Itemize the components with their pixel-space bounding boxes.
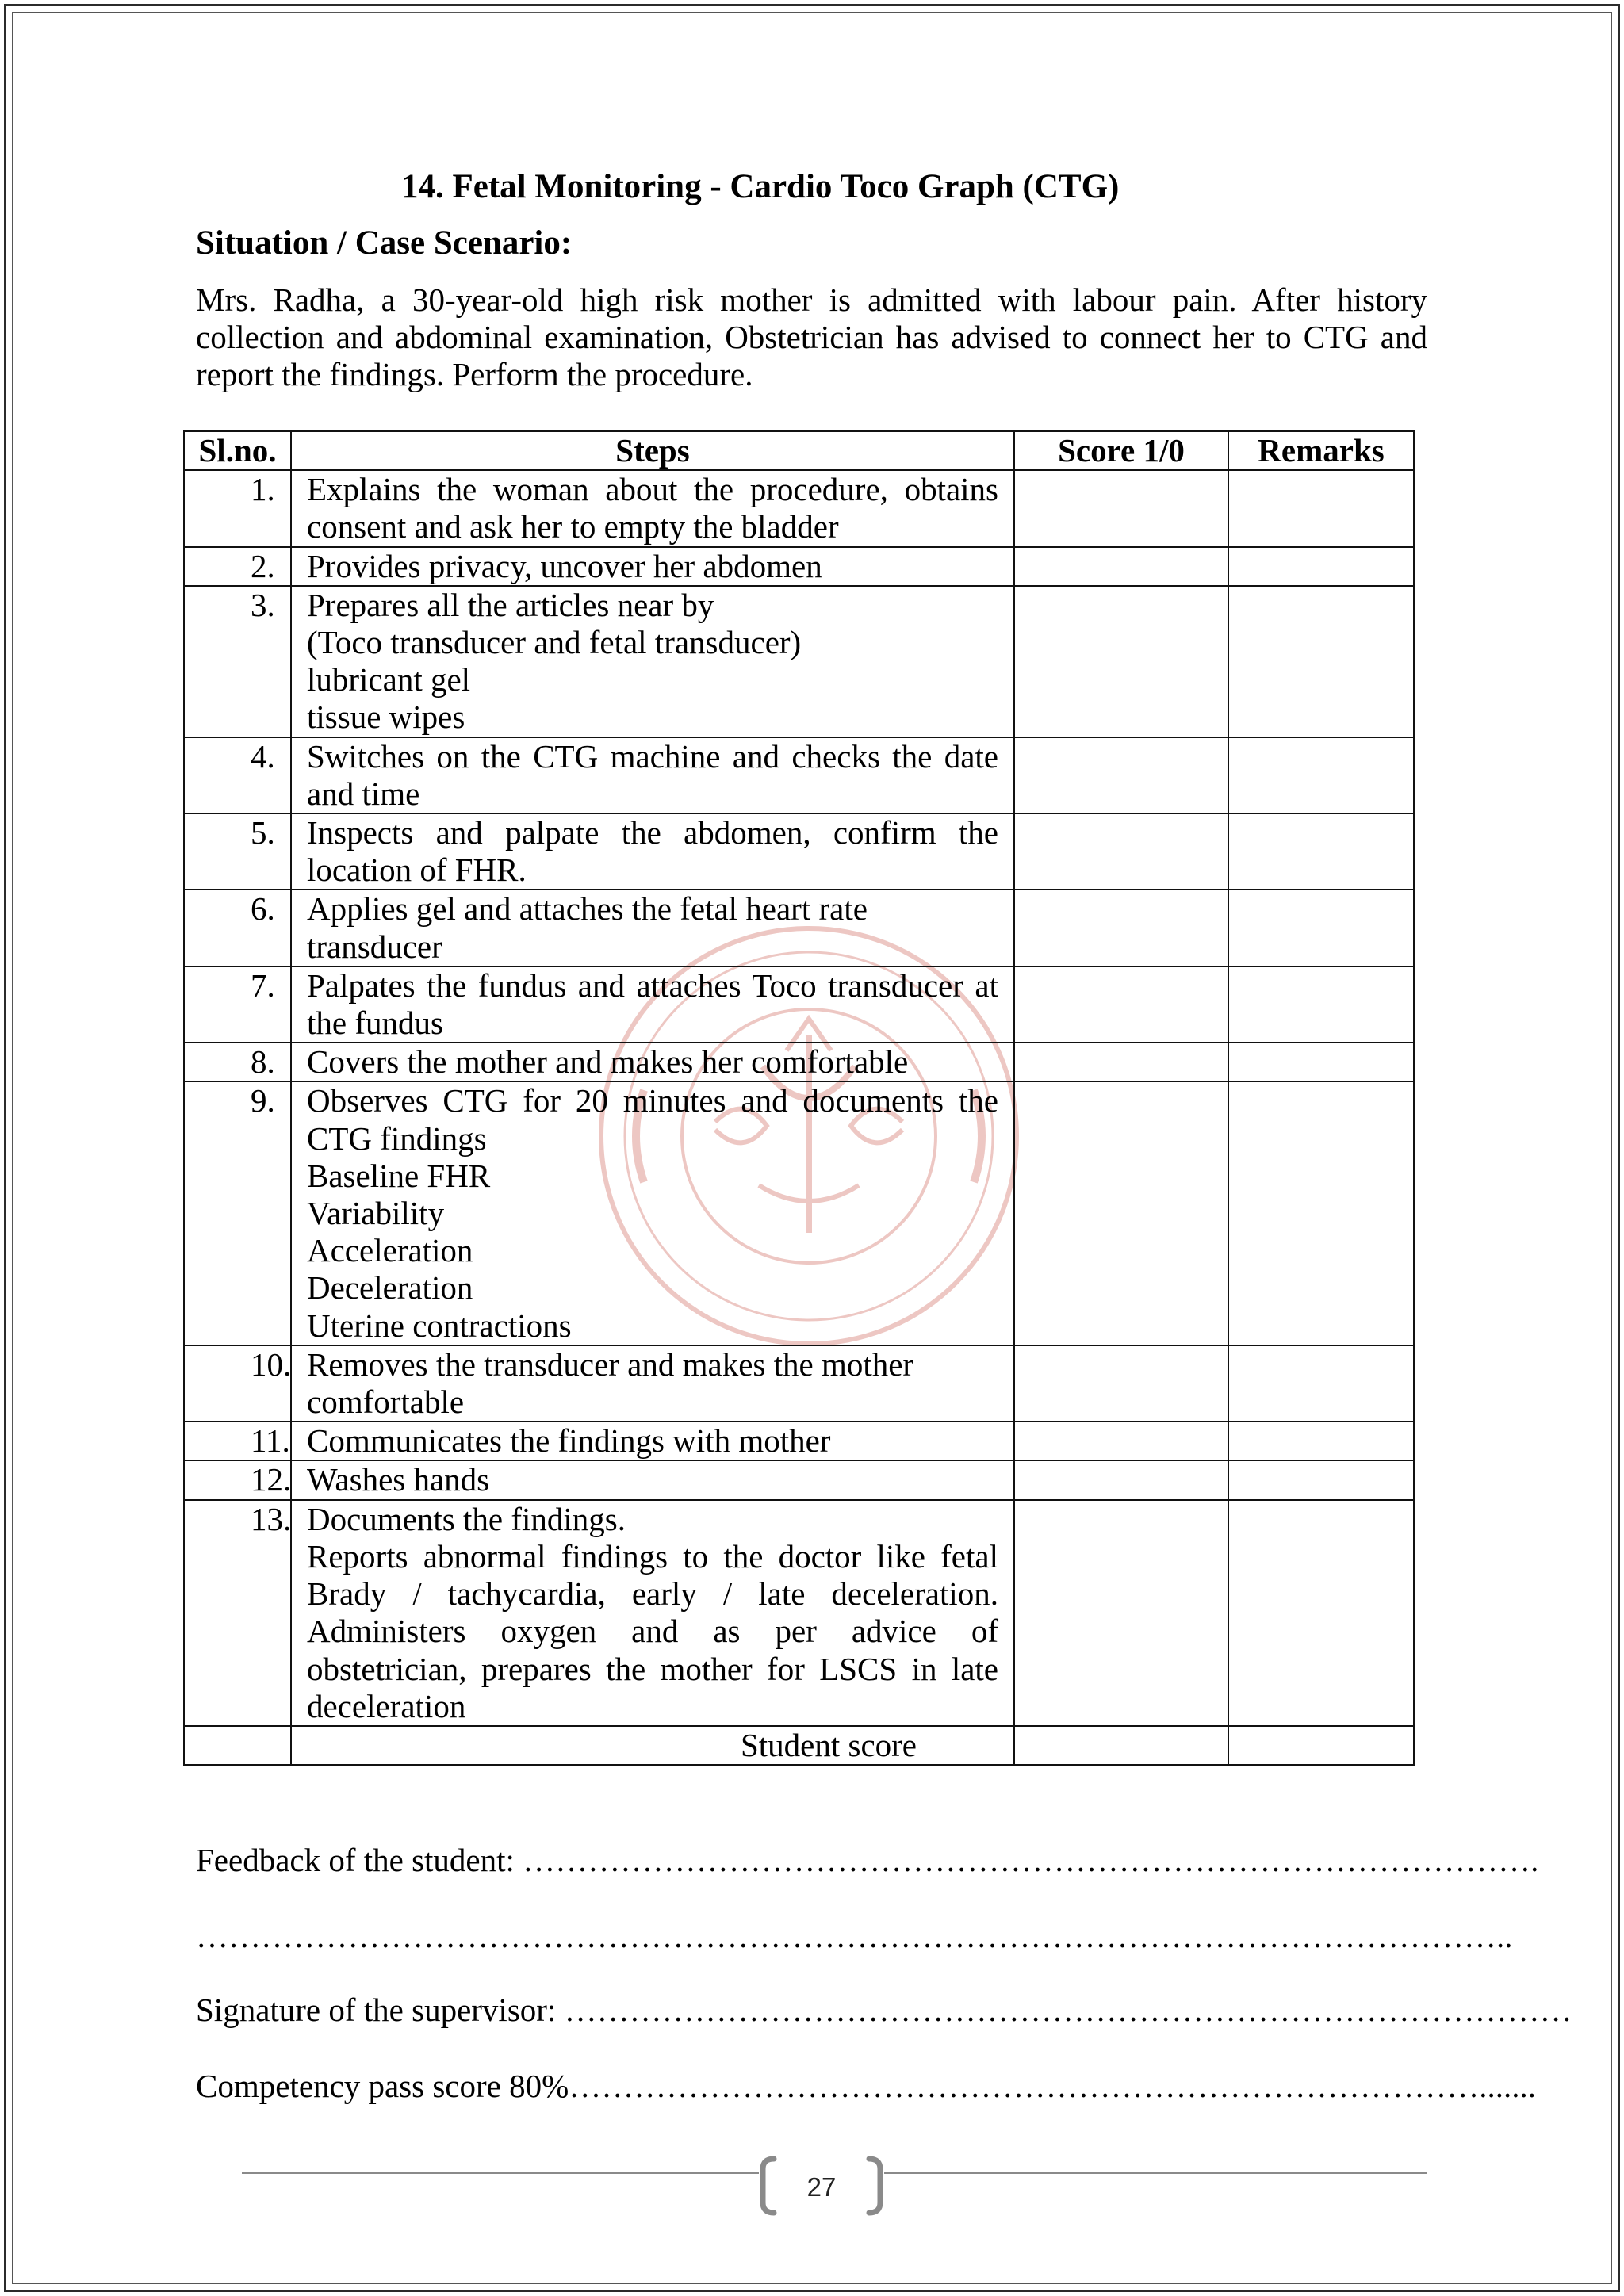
step-line: Baseline FHR — [307, 1157, 491, 1194]
step-number: 1. — [184, 470, 291, 546]
remarks-cell — [1228, 1345, 1414, 1422]
student-score-label: Student score — [291, 1726, 1014, 1765]
step-line: Removes the transducer and makes the mother — [307, 1345, 914, 1383]
step-line: Prepares all the articles near by — [307, 586, 714, 623]
step-text — [291, 737, 1014, 813]
table-row — [184, 586, 1414, 737]
step-text — [291, 1081, 1014, 1345]
table-row — [184, 966, 1414, 1043]
table-row — [184, 890, 1414, 966]
step-line: Washes hands — [307, 1461, 490, 1498]
table-row — [184, 813, 1414, 890]
step-number: 4. — [184, 737, 291, 813]
score-cell — [1014, 470, 1228, 546]
remarks-cell — [1228, 470, 1414, 546]
score-cell — [1014, 586, 1228, 737]
step-line: Documents the findings. — [307, 1500, 626, 1537]
supervisor-signature-line: Signature of the supervisor: ………………………………………………………………………………… — [196, 1992, 1572, 2028]
table-header-row — [184, 431, 1414, 470]
remarks-cell — [1228, 1081, 1414, 1345]
table-row — [184, 1081, 1414, 1345]
step-line: Switches on the CTG machine and checks the date — [307, 737, 998, 775]
step-line: deceleration — [307, 1687, 466, 1724]
step-number: 2. — [184, 547, 291, 586]
scenario-heading: Situation / Case Scenario: — [196, 224, 573, 262]
step-number: 13. — [184, 1500, 291, 1726]
remarks-cell — [1228, 813, 1414, 890]
remarks-cell — [1228, 547, 1414, 586]
step-line: lubricant gel — [307, 661, 471, 698]
step-line: (Toco transducer and fetal transducer) — [307, 624, 802, 661]
table-row — [184, 547, 1414, 586]
header-remarks: Remarks — [1228, 431, 1414, 470]
table-row — [184, 1345, 1414, 1422]
step-line: consent and ask her to empty the bladder — [307, 508, 839, 545]
step-line: Applies gel and attaches the fetal heart rate — [307, 890, 868, 928]
score-cell — [1014, 737, 1228, 813]
student-score-value — [1014, 1726, 1228, 1765]
table-row — [184, 1500, 1414, 1726]
remarks-cell — [1228, 1422, 1414, 1460]
step-line: Acceleration — [307, 1232, 473, 1269]
total-row — [184, 1726, 1414, 1765]
step-text — [291, 966, 1014, 1043]
step-number: 12. — [184, 1460, 291, 1499]
step-number: 10. — [184, 1345, 291, 1422]
step-number: 6. — [184, 890, 291, 966]
page-number: 27 — [806, 2172, 837, 2202]
table-row — [184, 470, 1414, 546]
header-score: Score 1/0 — [1014, 431, 1228, 470]
step-line: Communicates the findings with mother — [307, 1422, 831, 1460]
header-slno: Sl.no. — [184, 431, 291, 470]
procedure-checklist-table — [183, 430, 1415, 1766]
step-line: CTG findings — [307, 1119, 487, 1157]
step-line: Explains the woman about the procedure, obtains — [307, 471, 998, 508]
score-cell — [1014, 1460, 1228, 1499]
step-line: comfortable — [307, 1383, 465, 1421]
step-number: 7. — [184, 966, 291, 1043]
feedback-line: Feedback of the student: …………………………………………………………………………………. — [196, 1842, 1539, 1878]
step-text — [291, 1460, 1014, 1499]
step-line: Palpates the fundus and attaches Toco transducer at — [307, 966, 998, 1004]
step-line: transducer — [307, 928, 442, 965]
scenario-paragraph: Mrs. Radha, a 30-year-old high risk mother is admitted with labour pain. After history collection and abdominal examination, Obstetrician has advised to connect her to CTG and report the findings. Perform the procedure. — [196, 281, 1427, 393]
step-number: 11. — [184, 1422, 291, 1460]
step-line: Reports abnormal findings to the doctor like fetal — [307, 1537, 998, 1575]
table-row — [184, 1460, 1414, 1499]
score-cell — [1014, 813, 1228, 890]
remarks-cell — [1228, 1500, 1414, 1726]
step-text — [291, 1500, 1014, 1726]
table-row — [184, 1422, 1414, 1460]
page-title: 14. Fetal Monitoring - Cardio Toco Graph (CTG) — [401, 168, 1120, 205]
step-line: Covers the mother and makes her comfortable — [307, 1043, 909, 1081]
remarks-cell — [1228, 737, 1414, 813]
step-line: location of FHR. — [307, 851, 527, 889]
score-cell — [1014, 1081, 1228, 1345]
step-number: 3. — [184, 586, 291, 737]
score-cell — [1014, 1345, 1228, 1422]
step-number: 5. — [184, 813, 291, 890]
table-row — [184, 1043, 1414, 1081]
step-line: Observes CTG for 20 minutes and documents the — [307, 1082, 998, 1119]
step-line: the fundus — [307, 1004, 443, 1042]
step-text — [291, 890, 1014, 966]
step-number: 9. — [184, 1081, 291, 1345]
score-cell — [1014, 1500, 1228, 1726]
remarks-cell — [1228, 1460, 1414, 1499]
remarks-cell — [1228, 966, 1414, 1043]
step-line: Administers oxygen and as per advice of — [307, 1613, 998, 1650]
footer-rule-right — [884, 2172, 1427, 2174]
score-cell — [1014, 966, 1228, 1043]
step-line: and time — [307, 775, 420, 812]
feedback-continued-line: ………………………………………………………………………………………………………….. — [196, 1918, 1513, 1954]
step-text — [291, 1043, 1014, 1081]
remarks-cell — [1228, 1043, 1414, 1081]
step-line: Uterine contractions — [307, 1307, 572, 1344]
step-text — [291, 586, 1014, 737]
step-line: Inspects and palpate the abdomen, confirm the — [307, 814, 998, 851]
step-text — [291, 547, 1014, 586]
score-cell — [1014, 547, 1228, 586]
header-steps: Steps — [291, 431, 1014, 470]
step-number: 8. — [184, 1043, 291, 1081]
step-line: Variability — [307, 1195, 445, 1232]
score-cell — [1014, 1422, 1228, 1460]
score-cell — [1014, 890, 1228, 966]
step-text — [291, 1422, 1014, 1460]
step-text — [291, 813, 1014, 890]
step-line: Provides privacy, uncover her abdomen — [307, 547, 822, 584]
score-cell — [1014, 1043, 1228, 1081]
competency-pass-score-line: Competency pass score 80%…………………………………………………………………………....... — [196, 2068, 1536, 2104]
remarks-cell — [1228, 1726, 1414, 1765]
step-text — [291, 1345, 1014, 1422]
remarks-cell — [1228, 586, 1414, 737]
step-text — [291, 470, 1014, 546]
footer-rule-left — [242, 2172, 759, 2174]
remarks-cell — [1228, 890, 1414, 966]
total-number-cell — [184, 1726, 291, 1765]
step-line: Deceleration — [307, 1269, 473, 1307]
step-line: obstetrician, prepares the mother for LSCS in late — [307, 1650, 998, 1687]
step-line: tissue wipes — [307, 698, 465, 736]
step-line: Brady / tachycardia, early / late deceleration. — [307, 1575, 998, 1613]
table-row — [184, 737, 1414, 813]
